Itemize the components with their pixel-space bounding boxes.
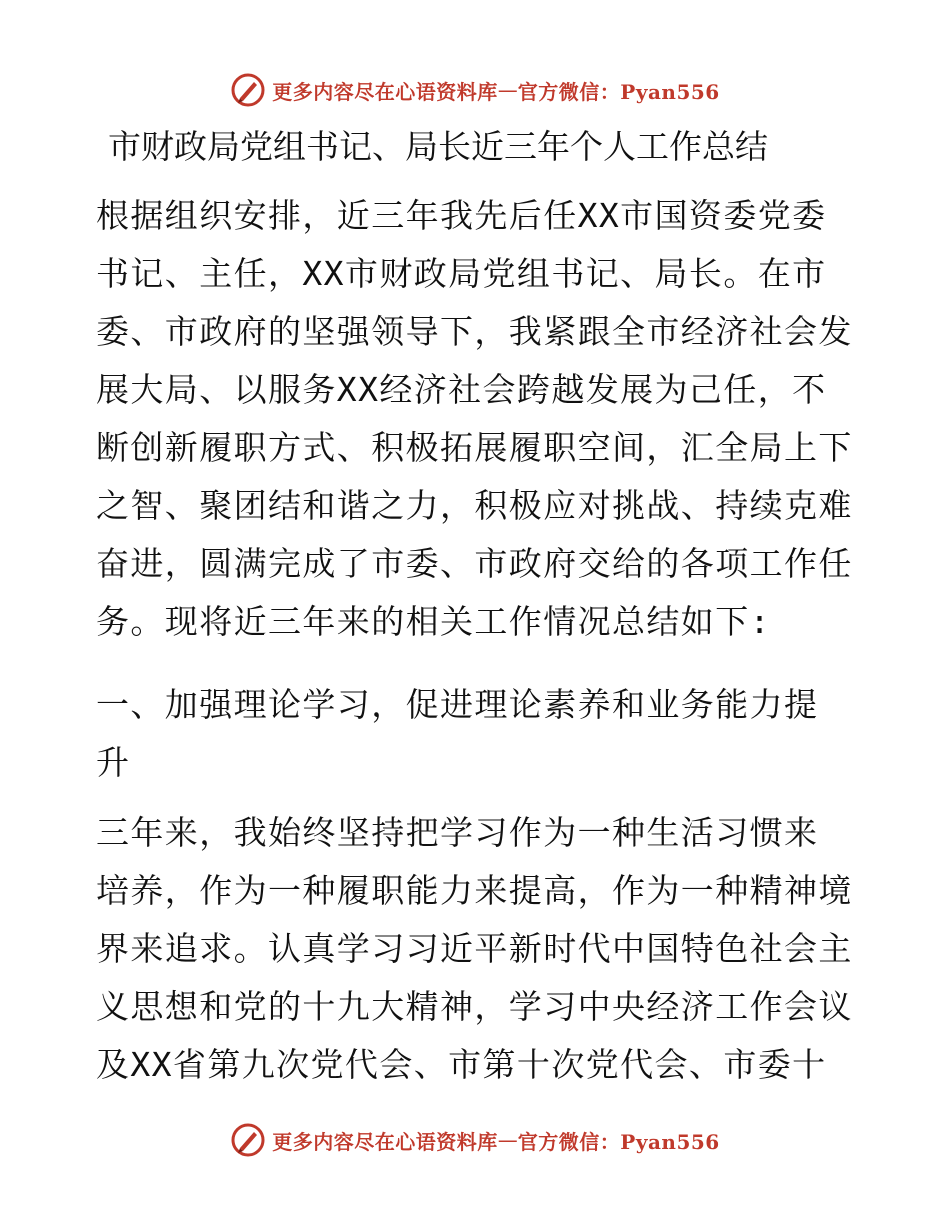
text-line: 委、市政府的坚强领导下，我紧跟全市经济社会发 xyxy=(96,312,853,351)
pen-logo-icon xyxy=(230,72,266,108)
banner-text: 更多内容尽在心语资料库 xyxy=(272,79,498,104)
paragraph-study xyxy=(96,804,856,1094)
text-line: 根据组织安排，近三年我先后任XX市国资委党委 xyxy=(96,196,827,235)
text-line: 务。现将近三年来的相关工作情况总结如下: xyxy=(96,602,771,641)
text-line: 义思想和党的十九大精神，学习中央经济工作会议 xyxy=(96,987,853,1026)
section-heading xyxy=(96,676,856,792)
banner-dash: — xyxy=(497,78,518,102)
pen-logo-icon xyxy=(230,1122,266,1158)
text-line: 界来追求。认真学习习近平新时代中国特色社会主 xyxy=(96,929,853,968)
banner-wechat: 官方微信：Pyan556 xyxy=(517,1129,720,1154)
text-line: 一、加强理论学习，促进理论素养和业务能力提 xyxy=(96,685,819,724)
banner-dash: — xyxy=(497,1128,518,1152)
text-line: 书记、主任，XX市财政局党组书记、局长。在市 xyxy=(96,254,827,293)
text-line: 培养，作为一种履职能力来提高，作为一种精神境 xyxy=(96,871,853,910)
header-banner xyxy=(0,70,950,110)
text-line: 及XX省第九次党代会、市第十次党代会、市委十 xyxy=(96,1045,827,1084)
banner-wechat: 官方微信：Pyan556 xyxy=(517,79,720,104)
text-line: 奋进，圆满完成了市委、市政府交给的各项工作任 xyxy=(96,544,853,583)
text-line: 断创新履职方式、积极拓展履职空间，汇全局上下 xyxy=(96,428,853,467)
text-line: 之智、聚团结和谐之力，积极应对挑战、持续克难 xyxy=(96,486,853,525)
text-line: 升 xyxy=(96,743,131,782)
text-line: 三年来，我始终坚持把学习作为一种生活习惯来 xyxy=(96,813,819,852)
page-title: 市财政局党组书记、局长近三年个人工作总结 xyxy=(108,127,768,166)
footer-banner xyxy=(0,1120,950,1160)
text-line: 展大局、以服务XX经济社会跨越发展为己任，不 xyxy=(96,370,827,409)
banner-text: 更多内容尽在心语资料库 xyxy=(272,1129,498,1154)
paragraph-intro xyxy=(96,187,856,651)
